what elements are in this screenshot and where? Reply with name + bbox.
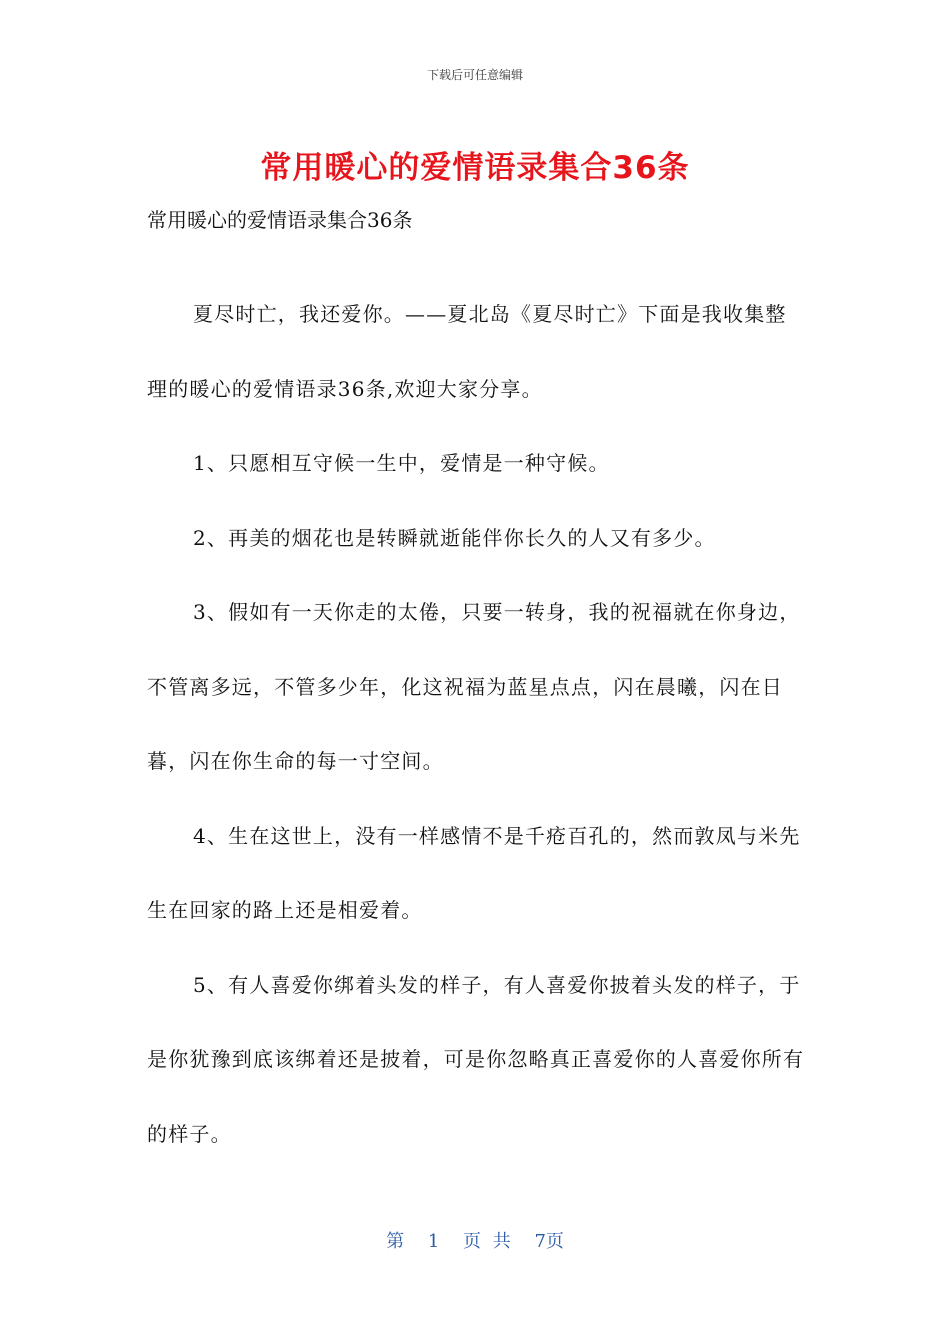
paragraph-item-3: 3、假如有一天你走的太倦，只要一转身，我的祝福就在你身边，不管离多远，不管多少年，化这祝福为蓝星点点，闪在晨曦，闪在日暮，闪在你生命的每一寸空间。 <box>147 600 801 773</box>
paragraph-item-5: 5、有人喜爱你绑着头发的样子，有人喜爱你披着头发的样子，于是你犹豫到底该绑着还是披着，可是你忽略真正喜爱你的人喜爱你所有的样子。 <box>147 972 805 1146</box>
paragraph-item-4: 4、生在这世上，没有一样感情不是千疮百孔的，然而敦凤与米先生在回家的路上还是相爱着。 <box>147 823 801 922</box>
paragraph-intro: 夏尽时亡，我还爱你。——夏北岛《夏尽时亡》下面是我收集整理的暖心的爱情语录36条,欢迎大家分享。 <box>147 302 787 401</box>
document-subtitle: 常用暖心的爱情语录集合36条 <box>147 208 413 232</box>
paragraph-item-1: 1、只愿相互守候一生中，爱情是一种守候。 <box>193 451 610 475</box>
footer-prefix: 第 <box>386 1231 405 1252</box>
page-footer <box>0 1227 950 1253</box>
paragraph-item-2: 2、再美的烟花也是转瞬就逝能伴你长久的人又有多少。 <box>193 525 716 550</box>
footer-mid: 页 共 <box>463 1231 511 1252</box>
document-body <box>147 202 807 1171</box>
header-note: 下载后可任意编辑 <box>426 68 523 82</box>
footer-page-number: 1 <box>427 1231 440 1252</box>
document-title: 常用暖心的爱情语录集合36条 <box>260 150 690 186</box>
footer-total-pages: 7页 <box>534 1231 564 1252</box>
